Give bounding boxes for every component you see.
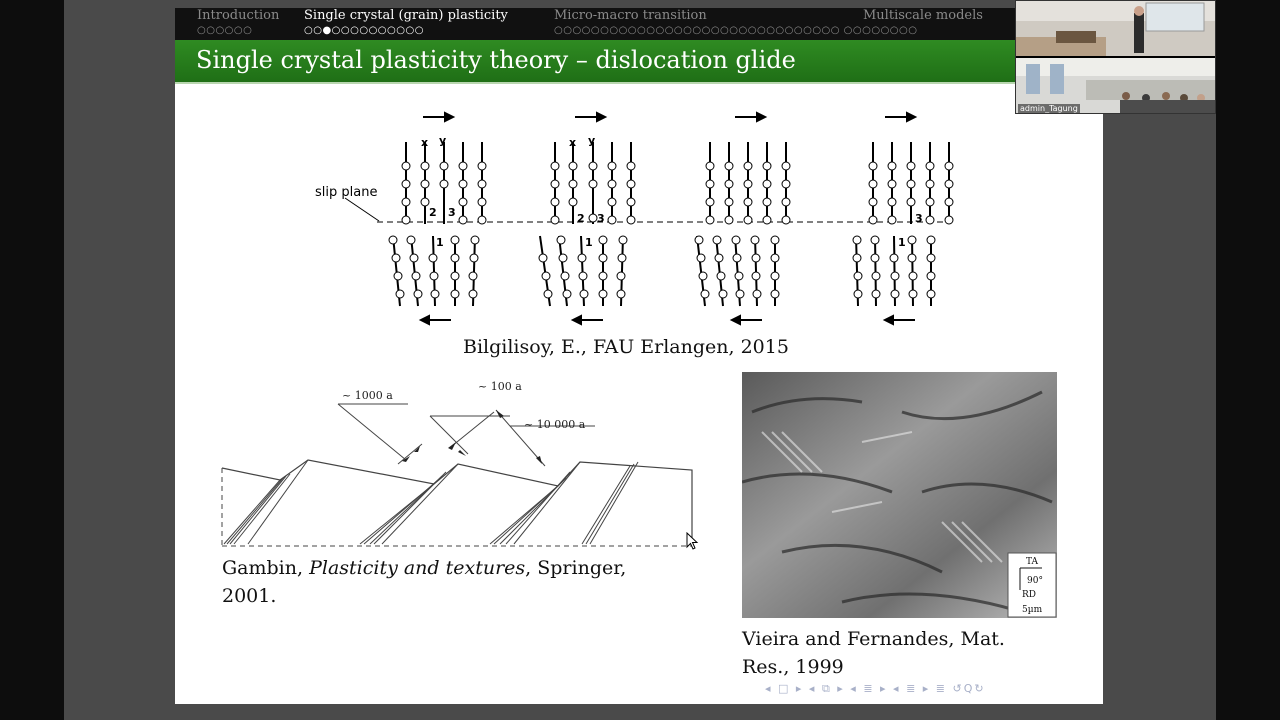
figure2-caption-year: 2001.	[222, 585, 277, 607]
atom-label-3-4: 3	[915, 212, 923, 225]
left-letterbox	[0, 0, 64, 720]
participant-name-label: admin_Tagung	[1020, 104, 1078, 113]
figure2-caption-author: Gambin,	[222, 557, 310, 579]
figure3-caption-line1: Vieira and Fernandes, Mat.	[742, 628, 1005, 650]
right-letterbox	[1216, 0, 1280, 720]
figure3-caption-line2: Res., 1999	[742, 656, 844, 678]
micrograph-image	[742, 372, 1057, 618]
video-audience-pane[interactable]	[1016, 58, 1215, 113]
atom-columns-group-3	[695, 142, 790, 306]
figure1-caption: Bilgilisoy, E., FAU Erlangen, 2015	[463, 336, 789, 358]
atom-label-y-1: y	[439, 134, 447, 147]
atom-label-x-2: x	[569, 136, 577, 149]
inset-label-rd: RD	[1022, 590, 1036, 600]
frame-title-bar	[175, 40, 1103, 84]
annotation-100a: ~ 100 a	[478, 380, 522, 393]
atom-label-1-1: 1	[436, 236, 444, 249]
figure1-arrows	[421, 113, 915, 324]
inset-label-angle: 90°	[1027, 576, 1043, 586]
nav-dots-micro-macro[interactable]: ○○○○○○○○○○○○○○○○○○○○○○○○○○○○○○○ ○○○○○○○○	[554, 25, 918, 36]
atom-label-2-2: 2	[577, 212, 585, 225]
figure2-caption-book-title: Plasticity and textures	[309, 557, 526, 579]
nav-dots-introduction[interactable]: ○○○○○○	[197, 25, 253, 36]
atom-label-1-4: 1	[898, 236, 906, 249]
annotation-1000a: ~ 1000 a	[342, 389, 393, 402]
atom-label-2-1: 2	[429, 206, 437, 219]
figure2-caption	[222, 554, 626, 610]
nav-section-single-crystal[interactable]: Single crystal (grain) plasticity	[304, 8, 508, 23]
figure2-caption-publisher: , Springer,	[525, 557, 627, 579]
atom-label-3-2: 3	[597, 212, 605, 225]
inset-label-scale: 5µm	[1022, 605, 1043, 615]
figure3-caption	[742, 625, 1005, 681]
video-thumbnails	[1015, 0, 1216, 114]
atom-label-x-1: x	[421, 136, 429, 149]
atom-columns-group-1	[389, 142, 486, 306]
mouse-cursor-icon	[686, 532, 700, 552]
atom-label-y-2: y	[588, 134, 596, 147]
nav-dots-single-crystal[interactable]: ○○●○○○○○○○○○○	[304, 25, 424, 36]
nav-section-multiscale[interactable]: Multiscale models	[863, 8, 983, 23]
slide	[175, 8, 1103, 704]
slip-plane-label: slip plane	[315, 185, 378, 200]
dislocation-glide-figure	[305, 106, 965, 331]
beamer-nav-bar	[175, 8, 1103, 40]
frame-title: Single crystal plasticity theory – dislocation glide	[196, 46, 796, 74]
video-speaker-pane[interactable]	[1016, 1, 1215, 56]
atom-columns-group-4	[853, 142, 953, 306]
atom-columns-group-2	[539, 142, 635, 306]
nav-section-micro-macro[interactable]: Micro-macro transition	[554, 8, 707, 23]
atom-label-1-2: 1	[585, 236, 593, 249]
atom-label-3-1: 3	[448, 206, 456, 219]
slip-steps-figure	[220, 366, 700, 556]
beamer-navigation-symbols[interactable]: ◂ □ ▸ ◂ ⧉ ▸ ◂ ≣ ▸ ◂ ≣ ▸ ≣ ↺Q↻	[765, 682, 986, 695]
nav-section-introduction[interactable]: Introduction	[197, 8, 280, 23]
annotation-10000a: ~ 10 000 a	[524, 418, 586, 431]
inset-label-ta: TA	[1026, 557, 1039, 567]
